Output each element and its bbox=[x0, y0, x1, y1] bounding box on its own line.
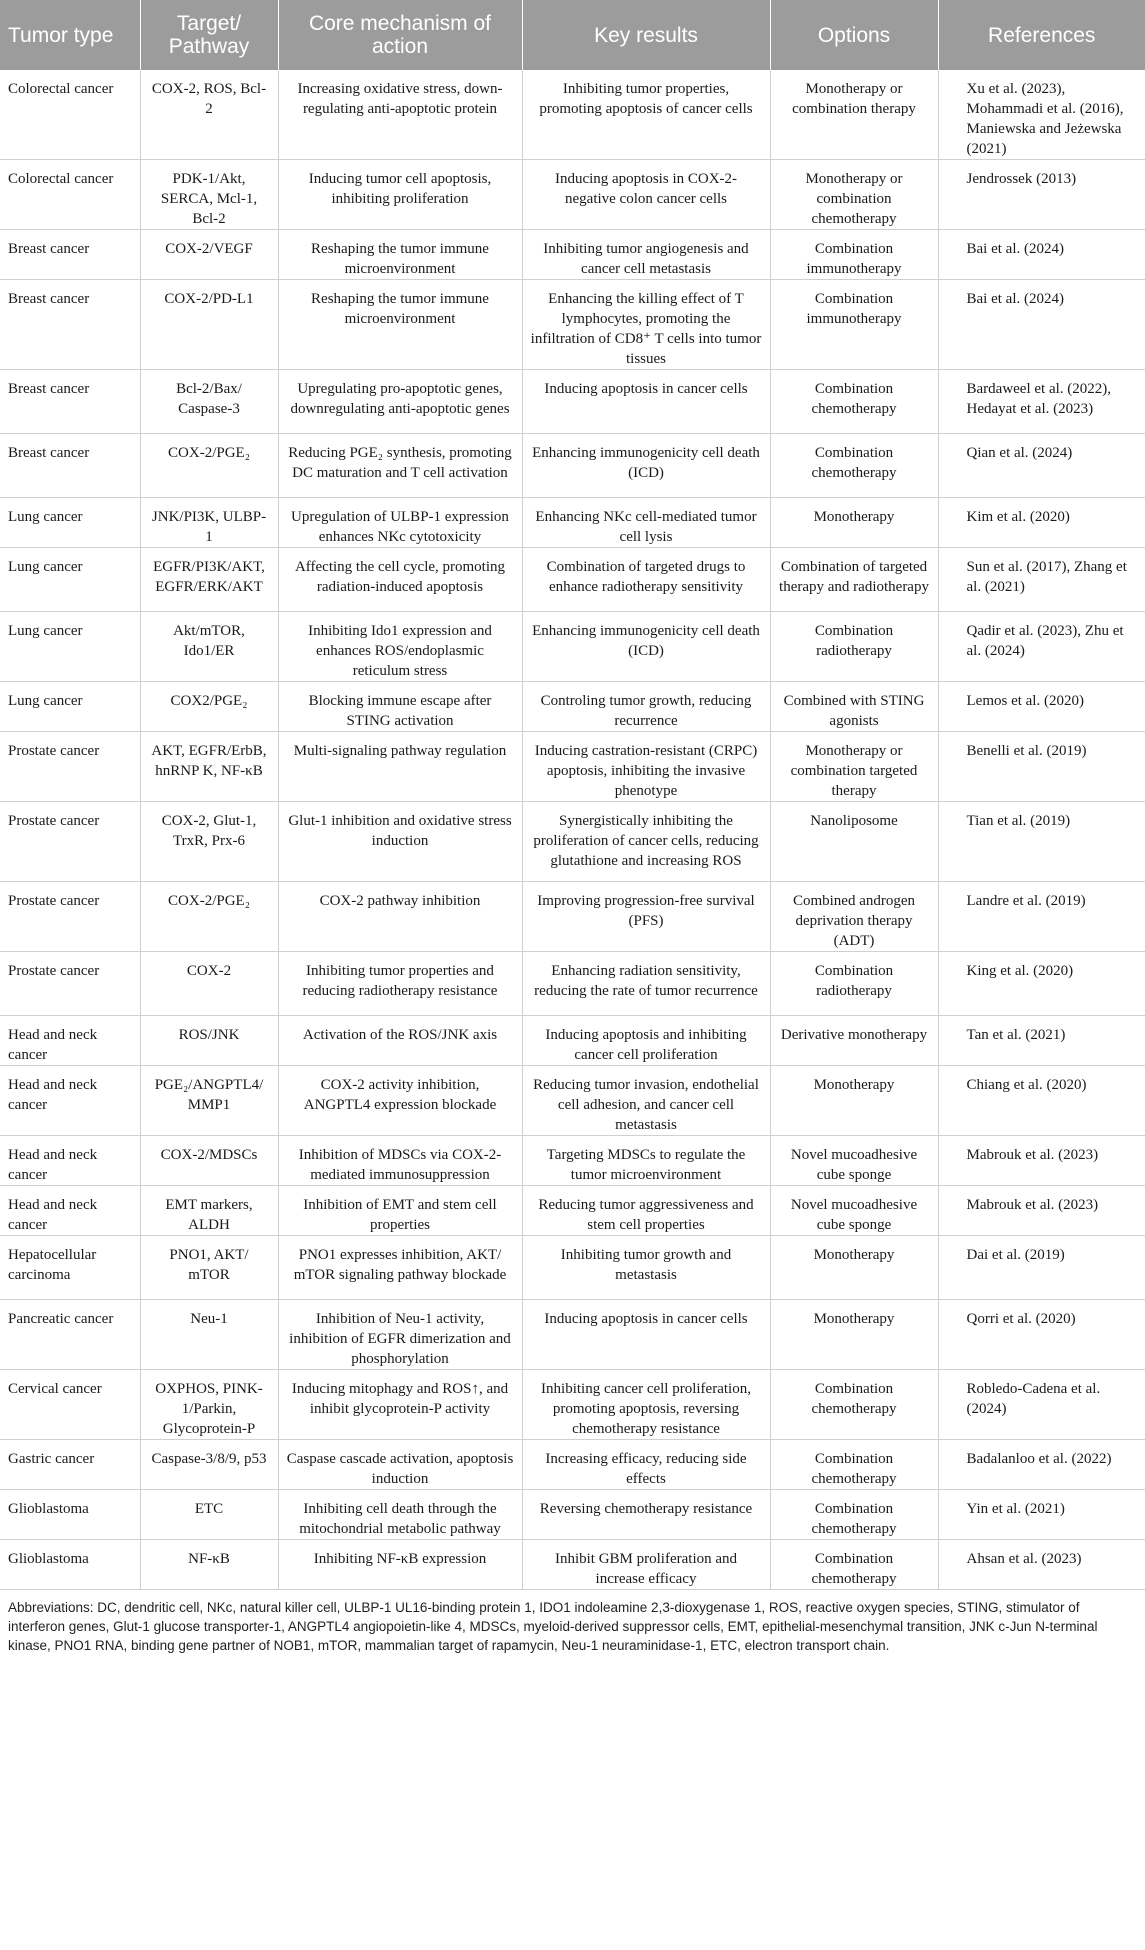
table-row bbox=[0, 1136, 1145, 1186]
cell-references: Mabrouk et al. (2023) bbox=[938, 1186, 1145, 1236]
cell-core-mechanism: Glut-1 inhibition and oxidative stress induction bbox=[278, 802, 522, 882]
table-row bbox=[0, 548, 1145, 612]
cell-references: Chiang et al. (2020) bbox=[938, 1066, 1145, 1136]
cell-references: Lemos et al. (2020) bbox=[938, 682, 1145, 732]
table-row bbox=[0, 1370, 1145, 1440]
cell-core-mechanism: COX-2 activity inhibition, ANGPTL4 expression blockade bbox=[278, 1066, 522, 1136]
cell-options: Monotherapy or combination therapy bbox=[770, 70, 938, 160]
cell-target-pathway: COX-2/MDSCs bbox=[140, 1136, 278, 1186]
cell-references: Kim et al. (2020) bbox=[938, 498, 1145, 548]
table-row bbox=[0, 160, 1145, 230]
cell-key-results: Inducing apoptosis and inhibiting cancer cell proliferation bbox=[522, 1016, 770, 1066]
cell-references: Qadir et al. (2023), Zhu et al. (2024) bbox=[938, 612, 1145, 682]
table-row bbox=[0, 1540, 1145, 1590]
cell-target-pathway: COX-2/PGE₂ bbox=[140, 434, 278, 498]
cell-tumor-type: Glioblastoma bbox=[0, 1490, 140, 1540]
cell-target-pathway: OXPHOS, PINK-1/Parkin, Glycoprotein-P bbox=[140, 1370, 278, 1440]
cell-key-results: Enhancing immunogenicity cell death (ICD) bbox=[522, 434, 770, 498]
cell-target-pathway: Caspase-3/8/9, p53 bbox=[140, 1440, 278, 1490]
cell-options: Combination radiotherapy bbox=[770, 612, 938, 682]
cell-tumor-type: Colorectal cancer bbox=[0, 160, 140, 230]
table-body bbox=[0, 70, 1145, 1590]
cell-core-mechanism: Inhibiting Ido1 expression and enhances ROS/endoplasmic reticulum stress bbox=[278, 612, 522, 682]
cell-options: Combination chemotherapy bbox=[770, 1490, 938, 1540]
cell-target-pathway: COX-2/PD-L1 bbox=[140, 280, 278, 370]
cell-tumor-type: Glioblastoma bbox=[0, 1540, 140, 1590]
table-row bbox=[0, 882, 1145, 952]
table-row bbox=[0, 682, 1145, 732]
cell-references: Mabrouk et al. (2023) bbox=[938, 1136, 1145, 1186]
table-row bbox=[0, 230, 1145, 280]
cell-references: King et al. (2020) bbox=[938, 952, 1145, 1016]
cell-options: Monotherapy bbox=[770, 1066, 938, 1136]
cell-options: Combination chemotherapy bbox=[770, 1540, 938, 1590]
cell-tumor-type: Hepatocellular carcinoma bbox=[0, 1236, 140, 1300]
table-row bbox=[0, 280, 1145, 370]
cell-target-pathway: COX-2, ROS, Bcl-2 bbox=[140, 70, 278, 160]
table-header bbox=[0, 0, 1145, 70]
cell-target-pathway: Neu-1 bbox=[140, 1300, 278, 1370]
header-row bbox=[0, 0, 1145, 70]
cell-tumor-type: Lung cancer bbox=[0, 548, 140, 612]
cell-options: Combination of targeted therapy and radiotherapy bbox=[770, 548, 938, 612]
abbreviations-footnote: Abbreviations: DC, dendritic cell, NKc, natural killer cell, ULBP-1 UL16-binding protein 1, IDO1 indoleamine 2,3-dioxygenase 1, ROS, reactive oxygen species, STING, stimulator of interferon genes, Glut-1 glucose transporter-1, ANGPTL4 angiopoietin-like 4, MDSCs, myeloid-derived suppressor cells, EMT, epithelial-mesenchymal transition, JNK c-Jun N-terminal kinase, PNO1 RNA, binding gene partner of NOB1, mTOR, mammalian target of rapamycin, Neu-1 neuraminidase-1, ETC, electron transport chain. bbox=[8, 1600, 1098, 1653]
cell-core-mechanism: Reshaping the tumor immune microenvironment bbox=[278, 230, 522, 280]
table-row bbox=[0, 1300, 1145, 1370]
cell-options: Monotherapy or combination chemotherapy bbox=[770, 160, 938, 230]
cell-references: Tian et al. (2019) bbox=[938, 802, 1145, 882]
table-row bbox=[0, 1066, 1145, 1136]
cell-tumor-type: Colorectal cancer bbox=[0, 70, 140, 160]
cell-tumor-type: Head and neck cancer bbox=[0, 1136, 140, 1186]
cell-references: Bai et al. (2024) bbox=[938, 280, 1145, 370]
table-row bbox=[0, 370, 1145, 434]
cell-core-mechanism: Blocking immune escape after STING activation bbox=[278, 682, 522, 732]
cell-options: Combination immunotherapy bbox=[770, 280, 938, 370]
cell-tumor-type: Breast cancer bbox=[0, 230, 140, 280]
cell-tumor-type: Prostate cancer bbox=[0, 802, 140, 882]
cell-key-results: Reducing tumor invasion, endothelial cell adhesion, and cancer cell metastasis bbox=[522, 1066, 770, 1136]
table-row bbox=[0, 952, 1145, 1016]
cell-core-mechanism: Inhibition of EMT and stem cell properties bbox=[278, 1186, 522, 1236]
cell-target-pathway: ROS/JNK bbox=[140, 1016, 278, 1066]
cell-tumor-type: Lung cancer bbox=[0, 612, 140, 682]
cell-key-results: Enhancing NKc cell-mediated tumor cell lysis bbox=[522, 498, 770, 548]
header-target-pathway: Target/ Pathway bbox=[140, 0, 278, 70]
table-row bbox=[0, 70, 1145, 160]
table-row bbox=[0, 434, 1145, 498]
cell-core-mechanism: Upregulation of ULBP-1 expression enhances NKc cytotoxicity bbox=[278, 498, 522, 548]
table-row bbox=[0, 732, 1145, 802]
cell-key-results: Reversing chemotherapy resistance bbox=[522, 1490, 770, 1540]
cell-key-results: Inducing castration-resistant (CRPC) apoptosis, inhibiting the invasive phenotype bbox=[522, 732, 770, 802]
cell-references: Bardaweel et al. (2022), Hedayat et al. (2023) bbox=[938, 370, 1145, 434]
cell-references: Ahsan et al. (2023) bbox=[938, 1540, 1145, 1590]
cell-references: Qian et al. (2024) bbox=[938, 434, 1145, 498]
cell-tumor-type: Prostate cancer bbox=[0, 732, 140, 802]
cell-key-results: Improving progression-free survival (PFS) bbox=[522, 882, 770, 952]
cell-options: Combination chemotherapy bbox=[770, 370, 938, 434]
cell-core-mechanism: Inhibition of MDSCs via COX-2-mediated immunosuppression bbox=[278, 1136, 522, 1186]
header-key-results: Key results bbox=[522, 0, 770, 70]
cell-key-results: Inducing apoptosis in COX-2-negative colon cancer cells bbox=[522, 160, 770, 230]
cell-options: Combination chemotherapy bbox=[770, 434, 938, 498]
cell-options: Combination radiotherapy bbox=[770, 952, 938, 1016]
cell-target-pathway: EGFR/PI3K/AKT, EGFR/ERK/AKT bbox=[140, 548, 278, 612]
cell-references: Jendrossek (2013) bbox=[938, 160, 1145, 230]
table-row bbox=[0, 1236, 1145, 1300]
cell-references: Tan et al. (2021) bbox=[938, 1016, 1145, 1066]
cell-core-mechanism: Multi-signaling pathway regulation bbox=[278, 732, 522, 802]
cell-references: Robledo-Cadena et al. (2024) bbox=[938, 1370, 1145, 1440]
cell-tumor-type: Breast cancer bbox=[0, 280, 140, 370]
header-tumor-type: Tumor type bbox=[0, 0, 140, 70]
cell-tumor-type: Prostate cancer bbox=[0, 952, 140, 1016]
cell-target-pathway: COX-2/VEGF bbox=[140, 230, 278, 280]
cell-core-mechanism: Activation of the ROS/JNK axis bbox=[278, 1016, 522, 1066]
cell-options: Monotherapy bbox=[770, 1300, 938, 1370]
cell-tumor-type: Cervical cancer bbox=[0, 1370, 140, 1440]
cell-target-pathway: Bcl-2/Bax/ Caspase-3 bbox=[140, 370, 278, 434]
cell-references: Qorri et al. (2020) bbox=[938, 1300, 1145, 1370]
cell-references: Dai et al. (2019) bbox=[938, 1236, 1145, 1300]
cell-key-results: Inhibiting tumor angiogenesis and cancer cell metastasis bbox=[522, 230, 770, 280]
cell-target-pathway: COX-2, Glut-1, TrxR, Prx-6 bbox=[140, 802, 278, 882]
cell-key-results: Synergistically inhibiting the proliferation of cancer cells, reducing glutathione and increasing ROS bbox=[522, 802, 770, 882]
cell-tumor-type: Head and neck cancer bbox=[0, 1016, 140, 1066]
cell-references: Yin et al. (2021) bbox=[938, 1490, 1145, 1540]
cell-tumor-type: Prostate cancer bbox=[0, 882, 140, 952]
cell-key-results: Inducing apoptosis in cancer cells bbox=[522, 1300, 770, 1370]
cell-options: Novel mucoadhesive cube sponge bbox=[770, 1136, 938, 1186]
cell-core-mechanism: Inhibiting tumor properties and reducing radiotherapy resistance bbox=[278, 952, 522, 1016]
cell-options: Combined androgen deprivation therapy (ADT) bbox=[770, 882, 938, 952]
cell-core-mechanism: Upregulating pro-apoptotic genes, downregulating anti-apoptotic genes bbox=[278, 370, 522, 434]
cell-core-mechanism: PNO1 expresses inhibition, AKT/ mTOR signaling pathway blockade bbox=[278, 1236, 522, 1300]
cell-tumor-type: Head and neck cancer bbox=[0, 1066, 140, 1136]
cell-options: Monotherapy or combination targeted therapy bbox=[770, 732, 938, 802]
cell-key-results: Enhancing radiation sensitivity, reducing the rate of tumor recurrence bbox=[522, 952, 770, 1016]
cell-target-pathway: AKT, EGFR/ErbB, hnRNP K, NF-κB bbox=[140, 732, 278, 802]
table-row bbox=[0, 1186, 1145, 1236]
cell-options: Novel mucoadhesive cube sponge bbox=[770, 1186, 938, 1236]
cell-options: Monotherapy bbox=[770, 1236, 938, 1300]
cell-references: Landre et al. (2019) bbox=[938, 882, 1145, 952]
cell-options: Combination chemotherapy bbox=[770, 1370, 938, 1440]
cell-key-results: Controling tumor growth, reducing recurrence bbox=[522, 682, 770, 732]
table-row bbox=[0, 802, 1145, 882]
cell-key-results: Reducing tumor aggressiveness and stem cell properties bbox=[522, 1186, 770, 1236]
cell-options: Combination immunotherapy bbox=[770, 230, 938, 280]
cell-target-pathway: PDK-1/Akt, SERCA, Mcl-1, Bcl-2 bbox=[140, 160, 278, 230]
cell-key-results: Inhibiting cancer cell proliferation, promoting apoptosis, reversing chemotherapy resistance bbox=[522, 1370, 770, 1440]
cell-tumor-type: Lung cancer bbox=[0, 682, 140, 732]
cell-references: Badalanloo et al. (2022) bbox=[938, 1440, 1145, 1490]
cell-key-results: Combination of targeted drugs to enhance radiotherapy sensitivity bbox=[522, 548, 770, 612]
cell-tumor-type: Pancreatic cancer bbox=[0, 1300, 140, 1370]
cell-key-results: Targeting MDSCs to regulate the tumor microenvironment bbox=[522, 1136, 770, 1186]
table-row bbox=[0, 612, 1145, 682]
cell-target-pathway: ETC bbox=[140, 1490, 278, 1540]
cell-target-pathway: EMT markers, ALDH bbox=[140, 1186, 278, 1236]
cell-core-mechanism: Affecting the cell cycle, promoting radiation-induced apoptosis bbox=[278, 548, 522, 612]
cell-tumor-type: Head and neck cancer bbox=[0, 1186, 140, 1236]
cell-core-mechanism: Caspase cascade activation, apoptosis induction bbox=[278, 1440, 522, 1490]
table-row bbox=[0, 1016, 1145, 1066]
cell-tumor-type: Breast cancer bbox=[0, 370, 140, 434]
cell-target-pathway: PGE₂/ANGPTL4/ MMP1 bbox=[140, 1066, 278, 1136]
table-row bbox=[0, 498, 1145, 548]
header-options: Options bbox=[770, 0, 938, 70]
cell-options: Derivative monotherapy bbox=[770, 1016, 938, 1066]
cell-key-results: Inducing apoptosis in cancer cells bbox=[522, 370, 770, 434]
cell-references: Benelli et al. (2019) bbox=[938, 732, 1145, 802]
cell-tumor-type: Gastric cancer bbox=[0, 1440, 140, 1490]
cell-key-results: Inhibiting tumor growth and metastasis bbox=[522, 1236, 770, 1300]
cell-target-pathway: Akt/mTOR, Ido1/ER bbox=[140, 612, 278, 682]
cell-core-mechanism: Inducing mitophagy and ROS↑, and inhibit glycoprotein-P activity bbox=[278, 1370, 522, 1440]
cell-target-pathway: COX-2/PGE₂ bbox=[140, 882, 278, 952]
cell-target-pathway: PNO1, AKT/ mTOR bbox=[140, 1236, 278, 1300]
cell-core-mechanism: Inhibiting NF-κB expression bbox=[278, 1540, 522, 1590]
cell-target-pathway: NF-κB bbox=[140, 1540, 278, 1590]
header-core-mechanism: Core mechanism of action bbox=[278, 0, 522, 70]
cell-options: Monotherapy bbox=[770, 498, 938, 548]
table-row bbox=[0, 1440, 1145, 1490]
cell-references: Bai et al. (2024) bbox=[938, 230, 1145, 280]
header-references: References bbox=[938, 0, 1145, 70]
cell-key-results: Inhibit GBM proliferation and increase efficacy bbox=[522, 1540, 770, 1590]
cell-core-mechanism: Reducing PGE₂ synthesis, promoting DC maturation and T cell activation bbox=[278, 434, 522, 498]
cell-core-mechanism: Increasing oxidative stress, down-regulating anti-apoptotic protein bbox=[278, 70, 522, 160]
cell-core-mechanism: COX-2 pathway inhibition bbox=[278, 882, 522, 952]
cell-key-results: Increasing efficacy, reducing side effects bbox=[522, 1440, 770, 1490]
cell-core-mechanism: Reshaping the tumor immune microenvironment bbox=[278, 280, 522, 370]
cell-target-pathway: COX-2 bbox=[140, 952, 278, 1016]
cell-options: Nanoliposome bbox=[770, 802, 938, 882]
cell-key-results: Enhancing the killing effect of T lymphocytes, promoting the infiltration of CD8⁺ T cells into tumor tissues bbox=[522, 280, 770, 370]
cell-key-results: Inhibiting tumor properties, promoting apoptosis of cancer cells bbox=[522, 70, 770, 160]
table-row bbox=[0, 1490, 1145, 1540]
cell-options: Combination chemotherapy bbox=[770, 1440, 938, 1490]
cell-core-mechanism: Inhibition of Neu-1 activity, inhibition of EGFR dimerization and phosphorylation bbox=[278, 1300, 522, 1370]
cell-tumor-type: Breast cancer bbox=[0, 434, 140, 498]
cell-target-pathway: JNK/PI3K, ULBP-1 bbox=[140, 498, 278, 548]
cell-tumor-type: Lung cancer bbox=[0, 498, 140, 548]
cell-references: Sun et al. (2017), Zhang et al. (2021) bbox=[938, 548, 1145, 612]
cell-key-results: Enhancing immunogenicity cell death (ICD) bbox=[522, 612, 770, 682]
cell-core-mechanism: Inhibiting cell death through the mitochondrial metabolic pathway bbox=[278, 1490, 522, 1540]
cell-target-pathway: COX2/PGE₂ bbox=[140, 682, 278, 732]
cell-core-mechanism: Inducing tumor cell apoptosis, inhibiting proliferation bbox=[278, 160, 522, 230]
cell-options: Combined with STING agonists bbox=[770, 682, 938, 732]
cell-references: Xu et al. (2023), Mohammadi et al. (2016), Maniewska and Jeżewska (2021) bbox=[938, 70, 1145, 160]
